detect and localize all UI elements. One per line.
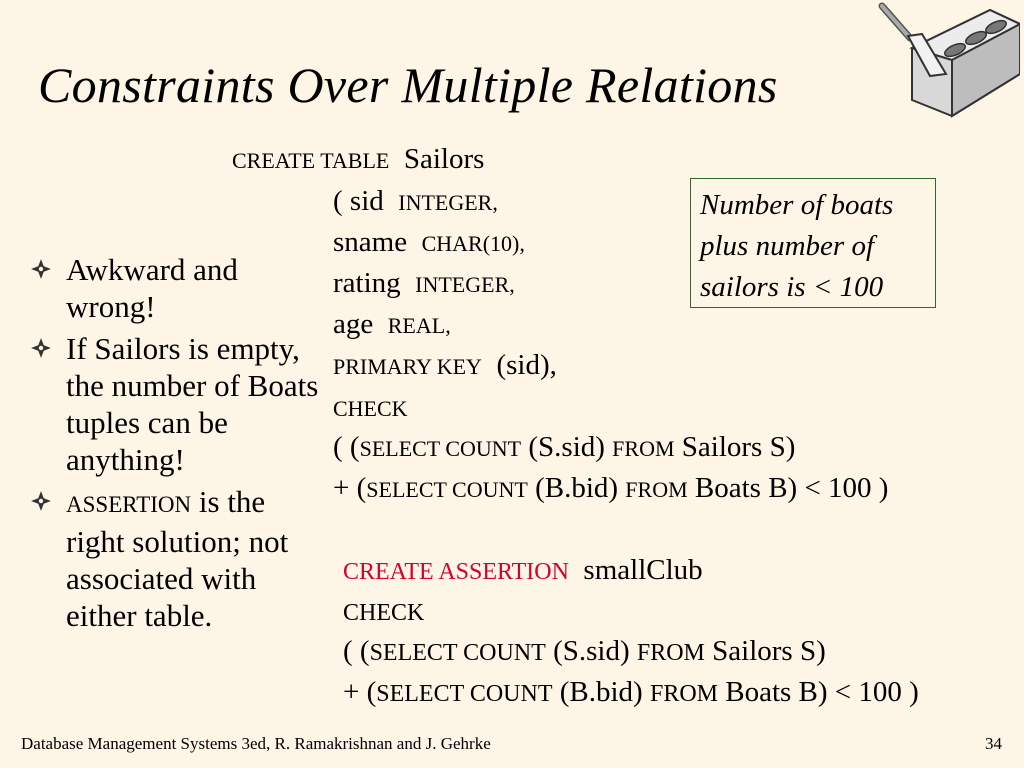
diamond-bullet-icon: [30, 490, 52, 512]
code-line: CREATE TABLE Sailors: [232, 143, 485, 175]
note-line: plus number of: [700, 230, 874, 262]
annotation-box: [690, 178, 936, 308]
bullet-text: If Sailors is empty, the number of Boats tuples can be anything!: [66, 331, 319, 477]
code-line: CHECK: [343, 600, 425, 626]
bullet-list: [30, 251, 330, 639]
code-line: ( (SELECT COUNT (S.sid) FROM Sailors S): [333, 431, 796, 463]
note-line: sailors is < 100: [700, 271, 884, 303]
code-line: + (SELECT COUNT (B.bid) FROM Boats B) < 100 ): [333, 472, 889, 504]
footer-citation: Database Management Systems 3ed, R. Ramakrishnan and J. Gehrke: [21, 734, 491, 753]
assertion-keyword: ASSERTION: [66, 492, 192, 517]
code-line: PRIMARY KEY (sid),: [333, 349, 557, 381]
bullet-text: Awkward and wrong!: [66, 252, 238, 324]
note-line: Number of boats: [700, 189, 894, 221]
code-line: ( (SELECT COUNT (S.sid) FROM Sailors S): [343, 635, 826, 667]
diamond-bullet-icon: [30, 337, 52, 359]
code-line: sname CHAR(10),: [333, 226, 525, 258]
code-line: ( sid INTEGER,: [333, 185, 498, 217]
code-line: rating INTEGER,: [333, 267, 515, 299]
code-line: age REAL,: [333, 308, 451, 340]
page-number: 34: [985, 734, 1002, 753]
code-line: CREATE ASSERTION smallClub: [343, 554, 703, 586]
code-line: + (SELECT COUNT (B.bid) FROM Boats B) < 100 ): [343, 676, 919, 708]
bullet-item: [30, 330, 330, 478]
bullet-text: is the right solution; not associated with either table.: [66, 484, 289, 633]
slide-title: Constraints Over Multiple Relations: [38, 57, 778, 113]
code-line: CHECK: [333, 396, 408, 421]
diamond-bullet-icon: [30, 258, 52, 280]
bullet-item: [30, 483, 330, 634]
brick-and-trowel-icon: [870, 0, 1020, 125]
bullet-item: [30, 251, 330, 325]
